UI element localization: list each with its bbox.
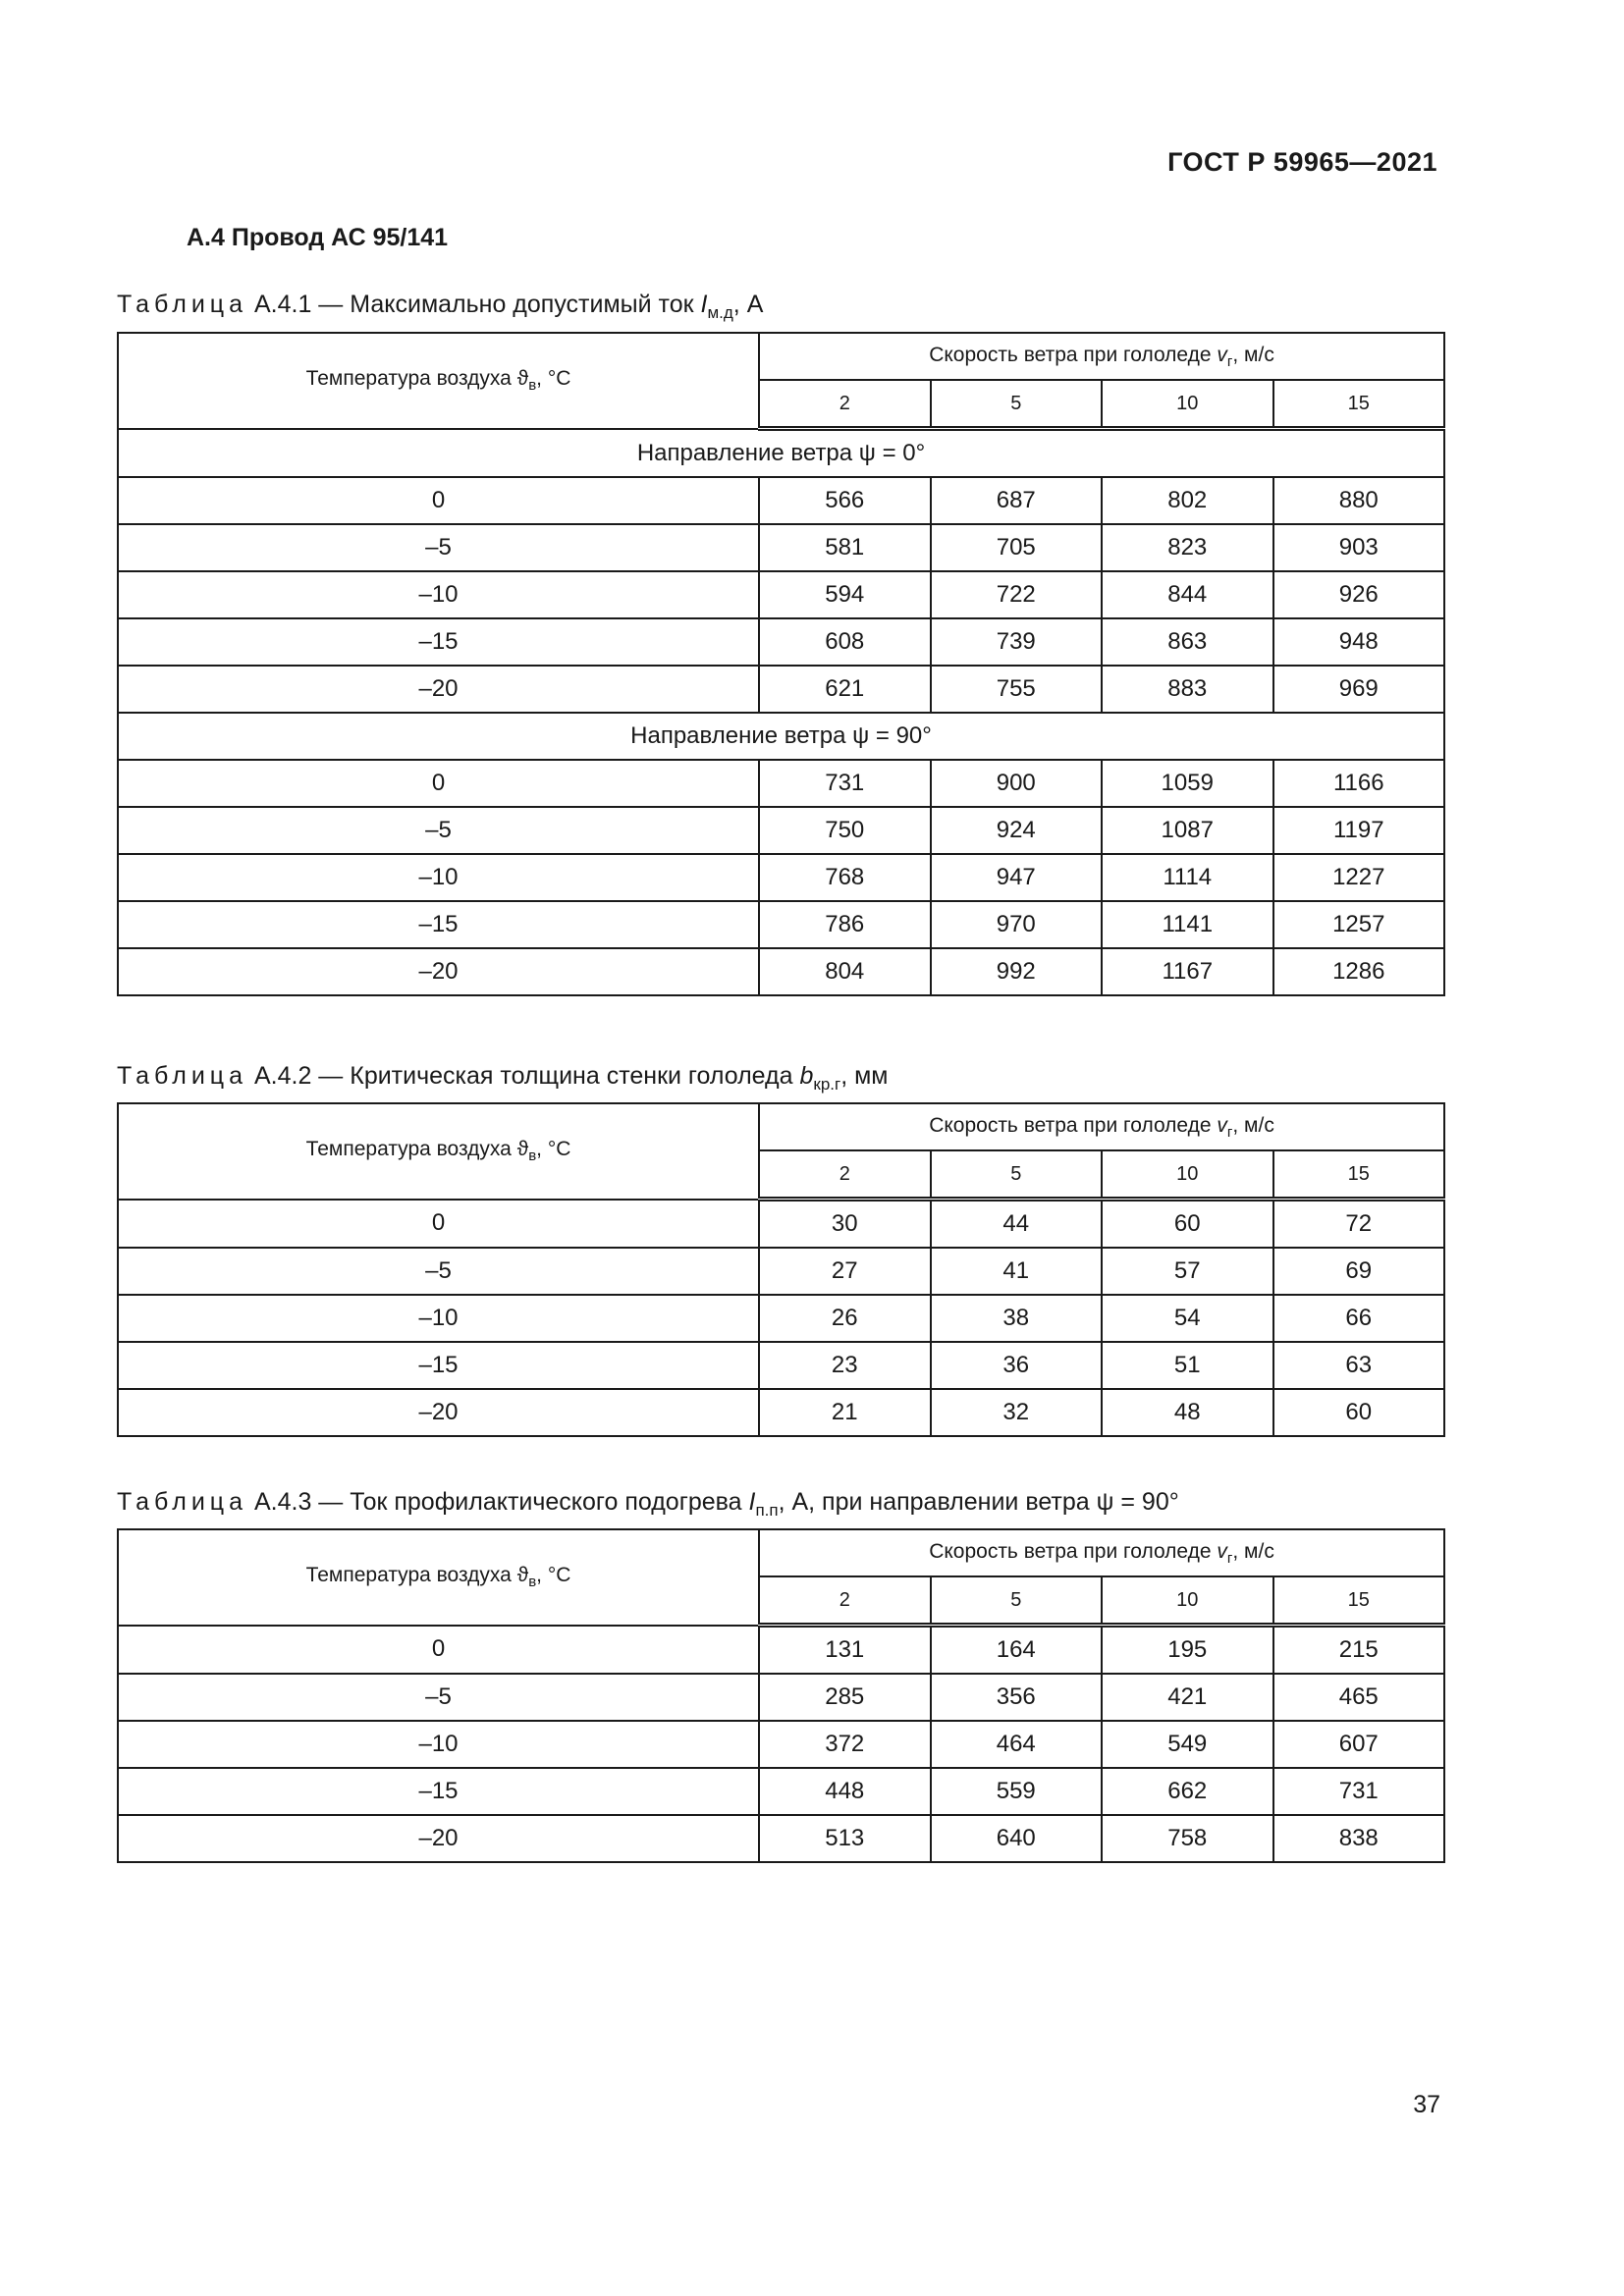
temperature-cell: –5 [118,807,759,854]
temperature-cell: –5 [118,1674,759,1721]
value-cell: 41 [931,1248,1103,1295]
value-cell: 900 [931,760,1103,807]
value-cell: 1167 [1102,948,1273,995]
table-row [118,1342,1444,1389]
table3 [117,1528,1445,1863]
header-speed-sub: г [1226,352,1233,370]
table-row [118,571,1444,618]
temperature-cell: –20 [118,1389,759,1436]
temperature-cell: –10 [118,571,759,618]
group-row [118,713,1444,760]
value-cell: 54 [1102,1295,1273,1342]
table-row [118,618,1444,666]
value-cell: 758 [1102,1815,1273,1862]
value-cell: 607 [1273,1721,1445,1768]
table-row [118,666,1444,713]
value-cell: 640 [931,1815,1103,1862]
table-row [118,1721,1444,1768]
caption-var: I [700,291,708,318]
value-cell: 594 [759,571,931,618]
value-cell: 566 [759,477,931,524]
value-cell: 38 [931,1295,1103,1342]
value-cell: 36 [931,1342,1103,1389]
header-temperature [118,1103,759,1200]
temperature-cell: –15 [118,618,759,666]
header-speed-var: v [1217,343,1227,366]
header-speed-value: 10 [1102,380,1273,429]
header-speed-value: 10 [1102,1150,1273,1200]
value-cell: 465 [1273,1674,1445,1721]
value-cell: 705 [931,524,1103,571]
temperature-cell: –10 [118,1295,759,1342]
header-speed-value: 2 [759,1150,931,1200]
table-row [118,524,1444,571]
value-cell: 802 [1102,477,1273,524]
header-temperature [118,333,759,429]
value-cell: 1141 [1102,901,1273,948]
value-cell: 880 [1273,477,1445,524]
header-row [118,1529,1444,1576]
value-cell: 621 [759,666,931,713]
table-row [118,1248,1444,1295]
value-cell: 739 [931,618,1103,666]
table-row [118,854,1444,901]
value-cell: 731 [759,760,931,807]
value-cell: 947 [931,854,1103,901]
value-cell: 448 [759,1768,931,1815]
header-row [118,1103,1444,1150]
temperature-cell: –5 [118,1248,759,1295]
value-cell: 903 [1273,524,1445,571]
header-speed-value: 5 [931,1576,1103,1626]
header-temp-label: Температура воздуха ϑ [305,1564,529,1587]
caption-word: Таблица [117,1062,248,1090]
value-cell: 51 [1102,1342,1273,1389]
header-wind-speed [759,1103,1444,1150]
value-cell: 26 [759,1295,931,1342]
value-cell: 549 [1102,1721,1273,1768]
caption-sub: п.п [755,1501,779,1520]
value-cell: 883 [1102,666,1273,713]
value-cell: 948 [1273,618,1445,666]
table2-caption [117,1062,888,1095]
value-cell: 1227 [1273,854,1445,901]
value-cell: 356 [931,1674,1103,1721]
table2 [117,1102,1445,1437]
value-cell: 559 [931,1768,1103,1815]
header-speed-var: v [1217,1113,1227,1137]
value-cell: 731 [1273,1768,1445,1815]
value-cell: 926 [1273,571,1445,618]
caption-var: I [748,1488,756,1516]
value-cell: 66 [1273,1295,1445,1342]
value-cell: 1087 [1102,807,1273,854]
value-cell: 804 [759,948,931,995]
header-speed-unit: , м/с [1232,1539,1274,1563]
wind-direction-group: Направление ветра ψ = 90° [118,713,1444,760]
header-speed-value: 5 [931,1150,1103,1200]
table-row [118,1768,1444,1815]
value-cell: 27 [759,1248,931,1295]
header-speed-value: 15 [1273,1576,1445,1626]
value-cell: 924 [931,807,1103,854]
temperature-cell: –15 [118,1342,759,1389]
caption-text: — Ток профилактического подогрева [311,1488,749,1516]
table-row [118,1674,1444,1721]
value-cell: 838 [1273,1815,1445,1862]
value-cell: 195 [1102,1626,1273,1675]
standard-code: ГОСТ Р 59965—2021 [1167,147,1437,177]
value-cell: 215 [1273,1626,1445,1675]
temperature-cell: 0 [118,477,759,524]
caption-var: b [799,1062,814,1090]
header-temp-unit: , °С [536,367,571,391]
caption-tail: , А, при направлении ветра ψ = 90° [778,1488,1179,1516]
temperature-cell: 0 [118,1200,759,1249]
value-cell: 1257 [1273,901,1445,948]
header-temp-unit: , °С [536,1138,571,1161]
value-cell: 60 [1273,1389,1445,1436]
value-cell: 823 [1102,524,1273,571]
header-wind-speed [759,333,1444,380]
header-speed-value: 15 [1273,1150,1445,1200]
value-cell: 21 [759,1389,931,1436]
table1-caption [117,291,763,323]
value-cell: 1286 [1273,948,1445,995]
value-cell: 23 [759,1342,931,1389]
header-speed-value: 2 [759,1576,931,1626]
value-cell: 768 [759,854,931,901]
header-row [118,333,1444,380]
header-speed-sub: г [1226,1123,1233,1141]
value-cell: 285 [759,1674,931,1721]
caption-tail: , мм [840,1062,889,1090]
header-temp-sub: в [528,1574,537,1591]
temperature-cell: –15 [118,1768,759,1815]
caption-sub: м.д [707,303,733,322]
page-number: 37 [1413,2091,1440,2118]
caption-text: — Максимально допустимый ток [311,291,701,318]
value-cell: 421 [1102,1674,1273,1721]
temperature-cell: 0 [118,760,759,807]
temperature-cell: –10 [118,854,759,901]
value-cell: 722 [931,571,1103,618]
header-speed-label: Скорость ветра при гололеде [929,1539,1218,1563]
table-row [118,760,1444,807]
value-cell: 513 [759,1815,931,1862]
caption-word: Таблица [117,1488,248,1516]
header-speed-sub: г [1226,1549,1233,1567]
table-row [118,477,1444,524]
header-speed-value: 10 [1102,1576,1273,1626]
caption-number: А.4.3 [253,1488,312,1516]
temperature-cell: –20 [118,666,759,713]
wind-direction-group: Направление ветра ψ = 0° [118,429,1444,478]
table-row [118,1200,1444,1249]
header-temp-label: Температура воздуха ϑ [305,1138,529,1161]
value-cell: 1166 [1273,760,1445,807]
table-row [118,807,1444,854]
table-row [118,1626,1444,1675]
temperature-cell: –5 [118,524,759,571]
header-temp-sub: в [528,377,537,395]
value-cell: 131 [759,1626,931,1675]
value-cell: 72 [1273,1200,1445,1249]
header-speed-value: 2 [759,380,931,429]
value-cell: 164 [931,1626,1103,1675]
table3-caption [117,1488,1179,1521]
value-cell: 970 [931,901,1103,948]
header-speed-var: v [1217,1539,1227,1563]
header-speed-label: Скорость ветра при гололеде [929,1113,1218,1137]
value-cell: 69 [1273,1248,1445,1295]
table1 [117,332,1445,996]
value-cell: 608 [759,618,931,666]
caption-tail: , А [732,291,764,318]
value-cell: 786 [759,901,931,948]
header-temperature [118,1529,759,1626]
header-temp-sub: в [528,1148,537,1165]
table-row [118,1295,1444,1342]
caption-number: А.4.2 [253,1062,312,1090]
value-cell: 1197 [1273,807,1445,854]
value-cell: 48 [1102,1389,1273,1436]
temperature-cell: –20 [118,1815,759,1862]
header-temp-unit: , °С [536,1564,571,1587]
value-cell: 755 [931,666,1103,713]
value-cell: 992 [931,948,1103,995]
value-cell: 662 [1102,1768,1273,1815]
header-temp-label: Температура воздуха ϑ [305,367,529,391]
value-cell: 581 [759,524,931,571]
value-cell: 750 [759,807,931,854]
header-speed-unit: , м/с [1232,1113,1274,1137]
temperature-cell: –10 [118,1721,759,1768]
value-cell: 30 [759,1200,931,1249]
value-cell: 60 [1102,1200,1273,1249]
caption-number: А.4.1 [253,291,312,318]
value-cell: 44 [931,1200,1103,1249]
caption-text: — Критическая толщина стенки гололеда [311,1062,800,1090]
caption-word: Таблица [117,291,248,318]
table-row [118,901,1444,948]
value-cell: 687 [931,477,1103,524]
value-cell: 969 [1273,666,1445,713]
table-row [118,1389,1444,1436]
group-row [118,429,1444,478]
section-title: А.4 Провод АС 95/141 [187,224,449,251]
value-cell: 32 [931,1389,1103,1436]
header-speed-value: 5 [931,380,1103,429]
value-cell: 1114 [1102,854,1273,901]
header-speed-unit: , м/с [1232,343,1274,366]
value-cell: 1059 [1102,760,1273,807]
value-cell: 57 [1102,1248,1273,1295]
table-row [118,1815,1444,1862]
caption-sub: кр.г [813,1075,841,1094]
value-cell: 464 [931,1721,1103,1768]
value-cell: 863 [1102,618,1273,666]
table-row [118,948,1444,995]
header-speed-label: Скорость ветра при гололеде [929,343,1218,366]
header-wind-speed [759,1529,1444,1576]
value-cell: 844 [1102,571,1273,618]
temperature-cell: –20 [118,948,759,995]
temperature-cell: –15 [118,901,759,948]
header-speed-value: 15 [1273,380,1445,429]
temperature-cell: 0 [118,1626,759,1675]
value-cell: 372 [759,1721,931,1768]
value-cell: 63 [1273,1342,1445,1389]
